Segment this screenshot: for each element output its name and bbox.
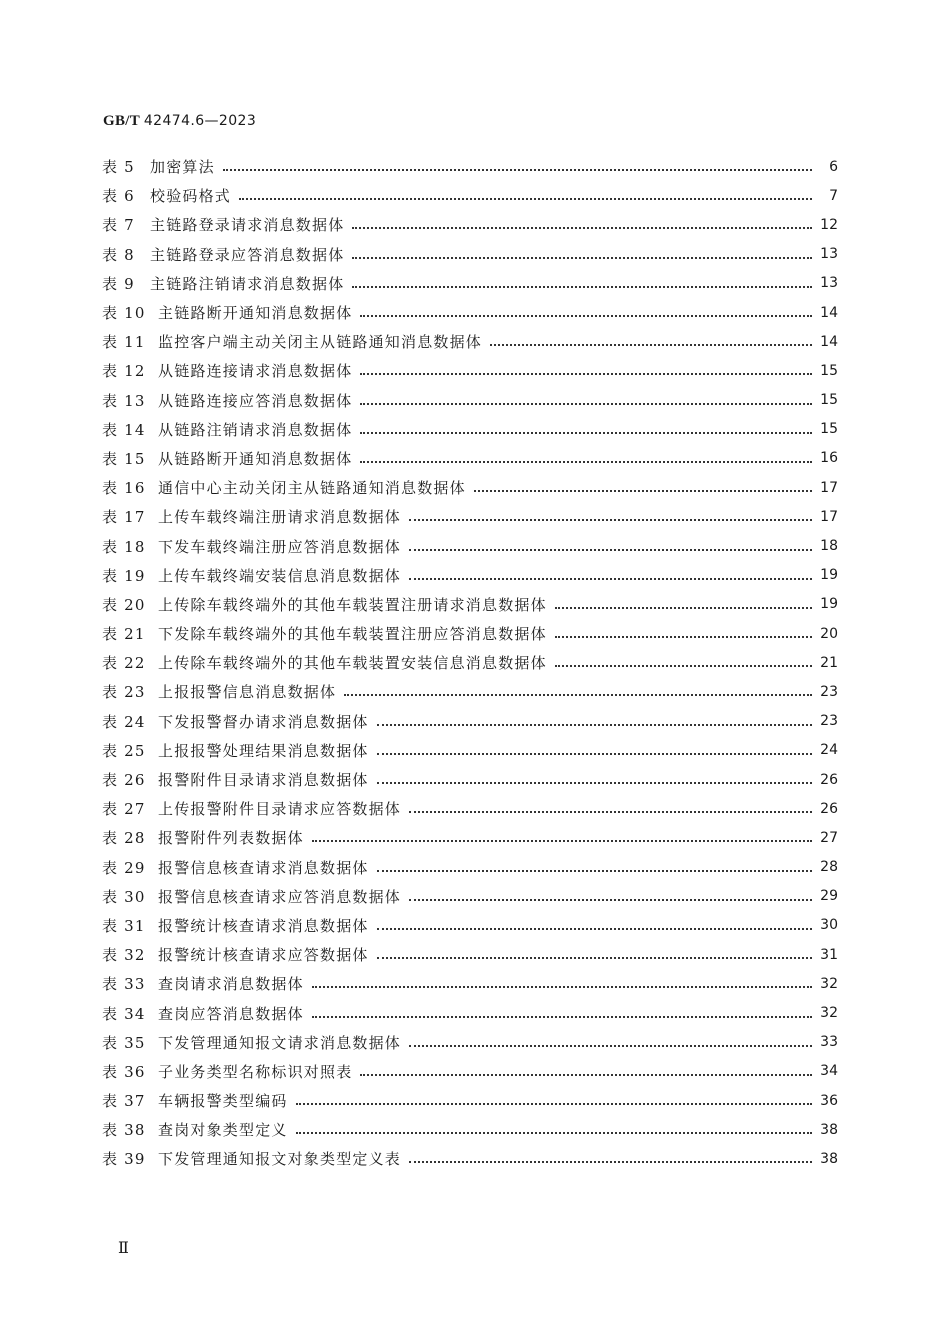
toc-entry-page: 23 bbox=[820, 683, 838, 700]
toc-entry[interactable] bbox=[102, 356, 838, 385]
toc-leader-dots bbox=[352, 256, 812, 259]
toc-entry-page: 33 bbox=[820, 1034, 838, 1051]
toc-leader-dots bbox=[344, 693, 812, 696]
toc-entry-label: 表 10 bbox=[102, 304, 146, 323]
toc-entry-title: 从链路注销请求消息数据体 bbox=[158, 420, 353, 439]
toc-leader-dots bbox=[312, 985, 812, 988]
toc-leader-dots bbox=[312, 1015, 812, 1018]
toc-entry-title: 上传车载终端安装信息消息数据体 bbox=[158, 566, 402, 585]
toc-entry-page: 32 bbox=[820, 975, 838, 992]
toc-entry-title: 报警统计核查请求应答数据体 bbox=[158, 946, 369, 965]
toc-entry[interactable] bbox=[102, 531, 838, 560]
toc-entry-title: 上传除车载终端外的其他车载装置注册请求消息数据体 bbox=[158, 595, 547, 614]
toc-entry-label: 表 19 bbox=[102, 566, 146, 585]
toc-leader-dots bbox=[409, 810, 812, 813]
toc-entry-page: 24 bbox=[820, 742, 838, 759]
toc-entry[interactable] bbox=[102, 853, 838, 882]
toc-entry-title: 主链路断开通知消息数据体 bbox=[158, 304, 353, 323]
toc-entry-page: 15 bbox=[820, 392, 838, 409]
toc-entry-title: 子业务类型名称标识对照表 bbox=[158, 1062, 353, 1081]
toc-entry-title: 报警信息核查请求消息数据体 bbox=[158, 858, 369, 877]
toc-entry-title: 查岗请求消息数据体 bbox=[158, 975, 304, 994]
toc-entry-title: 下发管理通知报文请求消息数据体 bbox=[158, 1033, 402, 1052]
toc-entry[interactable] bbox=[102, 181, 838, 210]
toc-entry[interactable] bbox=[102, 561, 838, 590]
toc-entry[interactable] bbox=[102, 736, 838, 765]
toc-entry-title: 查岗对象类型定义 bbox=[158, 1121, 288, 1140]
toc-entry-title: 下发车载终端注册应答消息数据体 bbox=[158, 537, 402, 556]
toc-leader-dots bbox=[360, 431, 812, 434]
toc-entry-title: 从链路连接应答消息数据体 bbox=[158, 391, 353, 410]
toc-entry-label: 表 13 bbox=[102, 391, 146, 410]
toc-leader-dots bbox=[490, 343, 812, 346]
toc-entry-title: 查岗应答消息数据体 bbox=[158, 1004, 304, 1023]
toc-entry-label: 表 18 bbox=[102, 537, 146, 556]
toc-entry-page: 27 bbox=[820, 829, 838, 846]
toc-leader-dots bbox=[409, 898, 812, 901]
toc-entry-page: 7 bbox=[829, 187, 838, 204]
toc-entry-label: 表 16 bbox=[102, 479, 146, 498]
toc-entry-title: 从链路连接请求消息数据体 bbox=[158, 362, 353, 381]
toc-leader-dots bbox=[377, 781, 812, 784]
toc-entry-label: 表 24 bbox=[102, 712, 146, 731]
toc-entry[interactable] bbox=[102, 473, 838, 502]
toc-leader-dots bbox=[377, 927, 812, 930]
toc-entry[interactable] bbox=[102, 415, 838, 444]
toc-entry[interactable] bbox=[102, 998, 838, 1027]
toc-entry-label: 表 14 bbox=[102, 420, 146, 439]
toc-leader-dots bbox=[474, 489, 812, 492]
toc-entry-title: 下发管理通知报文对象类型定义表 bbox=[158, 1150, 402, 1169]
toc-entry-label: 表 5 bbox=[102, 158, 135, 177]
toc-entry-page: 17 bbox=[820, 508, 838, 525]
toc-entry[interactable] bbox=[102, 940, 838, 969]
toc-entry-label: 表 11 bbox=[102, 333, 146, 352]
toc-entry[interactable] bbox=[102, 1144, 838, 1173]
toc-entry-page: 20 bbox=[820, 625, 838, 642]
toc-entry-title: 报警统计核查请求消息数据体 bbox=[158, 916, 369, 935]
toc-leader-dots bbox=[360, 402, 812, 405]
toc-entry-label: 表 22 bbox=[102, 654, 146, 673]
toc-leader-dots bbox=[312, 839, 812, 842]
toc-entry-page: 21 bbox=[820, 654, 838, 671]
toc-entry-label: 表 32 bbox=[102, 946, 146, 965]
toc-leader-dots bbox=[360, 314, 812, 317]
toc-entry-title: 加密算法 bbox=[150, 158, 215, 177]
toc-entry[interactable] bbox=[102, 152, 838, 181]
toc-leader-dots bbox=[377, 752, 812, 755]
toc-entry-page: 15 bbox=[820, 362, 838, 379]
toc-entry-page: 30 bbox=[820, 917, 838, 934]
toc-leader-dots bbox=[555, 606, 812, 609]
toc-entry-label: 表 8 bbox=[102, 245, 135, 264]
toc-entry-page: 26 bbox=[820, 771, 838, 788]
toc-entry-title: 通信中心主动关闭主从链路通知消息数据体 bbox=[158, 479, 466, 498]
toc-entry-title: 上传除车载终端外的其他车载装置安装信息消息数据体 bbox=[158, 654, 547, 673]
toc-leader-dots bbox=[360, 460, 812, 463]
toc-entry-label: 表 6 bbox=[102, 187, 135, 206]
toc-entry-title: 监控客户端主动关闭主从链路通知消息数据体 bbox=[158, 333, 483, 352]
toc-entry[interactable] bbox=[102, 969, 838, 998]
toc-entry-title: 从链路断开通知消息数据体 bbox=[158, 449, 353, 468]
toc-entry-label: 表 38 bbox=[102, 1121, 146, 1140]
toc-entry-title: 主链路注销请求消息数据体 bbox=[150, 274, 345, 293]
toc-entry-page: 14 bbox=[820, 333, 838, 350]
toc-entry-label: 表 17 bbox=[102, 508, 146, 527]
toc-leader-dots bbox=[377, 723, 812, 726]
toc-entry-label: 表 35 bbox=[102, 1033, 146, 1052]
toc-leader-dots bbox=[360, 1073, 812, 1076]
toc-entry[interactable] bbox=[102, 882, 838, 911]
toc-entry-page: 19 bbox=[820, 596, 838, 613]
toc-leader-dots bbox=[409, 1160, 812, 1163]
toc-entry-label: 表 31 bbox=[102, 916, 146, 935]
toc-entry[interactable] bbox=[102, 1057, 838, 1086]
toc-leader-dots bbox=[239, 197, 812, 200]
toc-entry[interactable] bbox=[102, 707, 838, 736]
toc-entry-label: 表 21 bbox=[102, 625, 146, 644]
toc-leader-dots bbox=[409, 577, 812, 580]
toc-entry-label: 表 37 bbox=[102, 1092, 146, 1111]
toc-entry-label: 表 7 bbox=[102, 216, 135, 235]
toc-entry-label: 表 33 bbox=[102, 975, 146, 994]
toc-entry-page: 36 bbox=[820, 1092, 838, 1109]
toc-entry-label: 表 34 bbox=[102, 1004, 146, 1023]
toc-leader-dots bbox=[296, 1131, 812, 1134]
toc-leader-dots bbox=[223, 168, 812, 171]
toc-entry-label: 表 30 bbox=[102, 887, 146, 906]
toc-entry-label: 表 27 bbox=[102, 800, 146, 819]
toc-entry-title: 车辆报警类型编码 bbox=[158, 1092, 288, 1111]
toc-entry[interactable] bbox=[102, 502, 838, 531]
toc-entry[interactable] bbox=[102, 1086, 838, 1115]
standard-number: 42474.6—2023 bbox=[143, 113, 257, 129]
toc-entry[interactable] bbox=[102, 1115, 838, 1144]
toc-entry[interactable] bbox=[102, 823, 838, 852]
toc-entry-page: 38 bbox=[820, 1121, 838, 1138]
toc-entry-page: 13 bbox=[820, 246, 838, 263]
toc-leader-dots bbox=[555, 635, 812, 638]
toc-entry[interactable] bbox=[102, 210, 838, 239]
toc-entry-page: 34 bbox=[820, 1063, 838, 1080]
toc-entry-title: 上传报警附件目录请求应答数据体 bbox=[158, 800, 402, 819]
toc-entry-page: 14 bbox=[820, 304, 838, 321]
toc-entry-page: 26 bbox=[820, 800, 838, 817]
toc-entry-label: 表 20 bbox=[102, 595, 146, 614]
toc-leader-dots bbox=[409, 518, 812, 521]
toc-entry-page: 38 bbox=[820, 1150, 838, 1167]
toc-entry-page: 28 bbox=[820, 859, 838, 876]
toc-entry-label: 表 15 bbox=[102, 449, 146, 468]
toc-entry-page: 29 bbox=[820, 888, 838, 905]
toc-entry-label: 表 12 bbox=[102, 362, 146, 381]
toc-entry-label: 表 28 bbox=[102, 829, 146, 848]
toc-leader-dots bbox=[352, 226, 812, 229]
toc-leader-dots bbox=[409, 548, 812, 551]
toc-entry[interactable] bbox=[102, 619, 838, 648]
toc-entry-label: 表 26 bbox=[102, 771, 146, 790]
toc-entry-page: 16 bbox=[820, 450, 838, 467]
toc-leader-dots bbox=[409, 1044, 812, 1047]
toc-entry-page: 6 bbox=[829, 158, 838, 175]
toc-entry[interactable] bbox=[102, 444, 838, 473]
toc-entry[interactable] bbox=[102, 298, 838, 327]
toc-entry[interactable] bbox=[102, 765, 838, 794]
toc-entry-title: 主链路登录请求消息数据体 bbox=[150, 216, 345, 235]
toc-entry[interactable] bbox=[102, 648, 838, 677]
toc-entry-label: 表 29 bbox=[102, 858, 146, 877]
toc-entry-page: 18 bbox=[820, 538, 838, 555]
toc-entry[interactable] bbox=[102, 1028, 838, 1057]
toc-entry[interactable] bbox=[102, 269, 838, 298]
toc-leader-dots bbox=[377, 869, 812, 872]
toc-entry-page: 13 bbox=[820, 275, 838, 292]
toc-entry[interactable] bbox=[102, 590, 838, 619]
toc-entry-title: 报警附件目录请求消息数据体 bbox=[158, 771, 369, 790]
toc-entry-title: 报警信息核查请求应答消息数据体 bbox=[158, 887, 402, 906]
toc-entry-page: 12 bbox=[820, 216, 838, 233]
toc-entry[interactable] bbox=[102, 386, 838, 415]
toc-entry-page: 32 bbox=[820, 1005, 838, 1022]
toc-entry-label: 表 25 bbox=[102, 741, 146, 760]
toc-entry[interactable] bbox=[102, 327, 838, 356]
toc-entry-label: 表 39 bbox=[102, 1150, 146, 1169]
toc-entry-title: 上报报警处理结果消息数据体 bbox=[158, 741, 369, 760]
toc-entry-page: 15 bbox=[820, 421, 838, 438]
toc-entry-title: 上传车载终端注册请求消息数据体 bbox=[158, 508, 402, 527]
document-header bbox=[103, 113, 256, 130]
toc-entry-title: 主链路登录应答消息数据体 bbox=[150, 245, 345, 264]
page-number: Ⅱ bbox=[118, 1240, 129, 1257]
toc-entry-title: 下发报警督办请求消息数据体 bbox=[158, 712, 369, 731]
table-of-contents bbox=[102, 152, 838, 1174]
toc-entry-page: 31 bbox=[820, 946, 838, 963]
toc-leader-dots bbox=[555, 664, 812, 667]
toc-entry-page: 17 bbox=[820, 479, 838, 496]
toc-entry-label: 表 9 bbox=[102, 274, 135, 293]
toc-leader-dots bbox=[352, 285, 812, 288]
toc-entry-title: 校验码格式 bbox=[150, 187, 232, 206]
toc-entry-title: 报警附件列表数据体 bbox=[158, 829, 304, 848]
toc-entry-title: 下发除车载终端外的其他车载装置注册应答消息数据体 bbox=[158, 625, 547, 644]
toc-leader-dots bbox=[296, 1102, 812, 1105]
toc-entry[interactable] bbox=[102, 677, 838, 706]
toc-leader-dots bbox=[377, 956, 812, 959]
toc-entry[interactable] bbox=[102, 240, 838, 269]
standard-code: GB/T bbox=[103, 113, 140, 129]
toc-entry[interactable] bbox=[102, 911, 838, 940]
toc-entry-page: 23 bbox=[820, 713, 838, 730]
toc-entry[interactable] bbox=[102, 794, 838, 823]
toc-leader-dots bbox=[360, 372, 812, 375]
toc-entry-page: 19 bbox=[820, 567, 838, 584]
toc-entry-label: 表 23 bbox=[102, 683, 146, 702]
toc-entry-label: 表 36 bbox=[102, 1062, 146, 1081]
toc-entry-title: 上报报警信息消息数据体 bbox=[158, 683, 337, 702]
